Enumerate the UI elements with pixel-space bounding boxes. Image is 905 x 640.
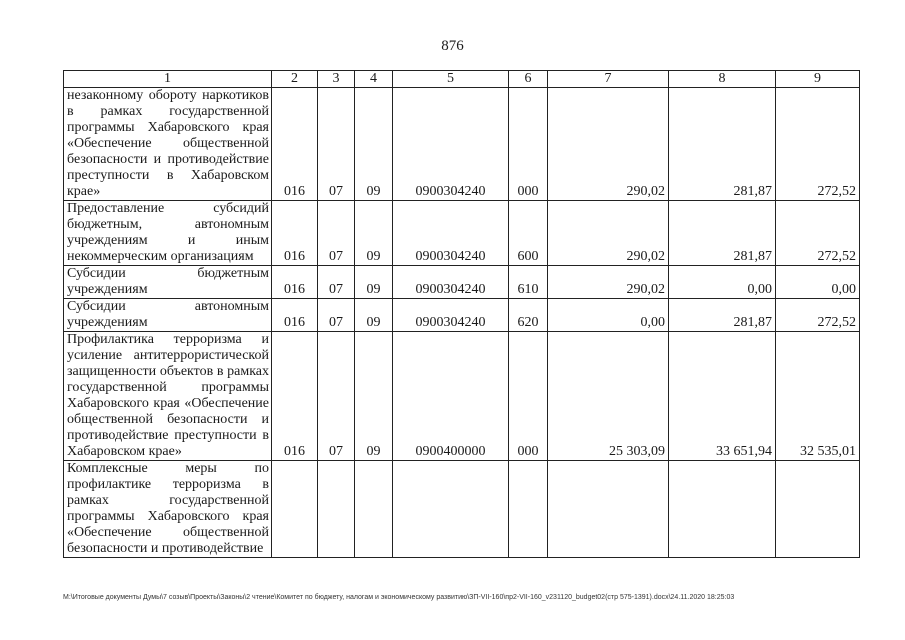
amount-cell-col8: 281,87 <box>669 299 776 332</box>
column-header: 2 <box>272 71 318 88</box>
section-code-cell: 07 <box>318 88 355 201</box>
ministry-code-cell <box>272 461 318 558</box>
target-article-cell <box>393 461 509 558</box>
expense-type-cell: 000 <box>509 332 548 461</box>
amount-cell-col8 <box>669 461 776 558</box>
expense-type-cell: 600 <box>509 201 548 266</box>
target-article-cell: 0900304240 <box>393 266 509 299</box>
subsection-code-cell: 09 <box>355 266 393 299</box>
file-path-footer: M:\Итоговые документы Думы\7 созыв\Проекты\Законы\2 чтение\Комитет по бюджету, налогам и экономическому развитию\ЗП-VII-160\пр2-VII-160_v231120_budget02(стр 575-1391).docx\24.11.2020 18:25:03 <box>63 594 735 601</box>
amount-cell-col9: 272,52 <box>776 201 860 266</box>
amount-cell-col7: 290,02 <box>548 88 669 201</box>
budget-table <box>63 70 860 558</box>
amount-cell-col7: 290,02 <box>548 201 669 266</box>
amount-cell-col8: 281,87 <box>669 201 776 266</box>
column-header: 3 <box>318 71 355 88</box>
amount-cell-col9: 32 535,01 <box>776 332 860 461</box>
amount-cell-col9: 272,52 <box>776 88 860 201</box>
table-row <box>64 299 860 332</box>
section-code-cell: 07 <box>318 332 355 461</box>
column-header: 7 <box>548 71 669 88</box>
ministry-code-cell: 016 <box>272 299 318 332</box>
amount-cell-col8: 281,87 <box>669 88 776 201</box>
column-header: 4 <box>355 71 393 88</box>
ministry-code-cell: 016 <box>272 332 318 461</box>
amount-cell-col9: 0,00 <box>776 266 860 299</box>
subsection-code-cell: 09 <box>355 88 393 201</box>
row-name-cell: Комплексные меры по профилактике терроризма в рамках государственной программы Хабаровского края «Обеспечение общественной безопасности и противодействие <box>64 461 272 558</box>
section-code-cell: 07 <box>318 266 355 299</box>
section-code-cell: 07 <box>318 299 355 332</box>
table-row <box>64 266 860 299</box>
target-article-cell: 0900400000 <box>393 332 509 461</box>
target-article-cell: 0900304240 <box>393 88 509 201</box>
expense-type-cell: 000 <box>509 88 548 201</box>
header-row <box>64 71 860 88</box>
table-row <box>64 461 860 558</box>
column-header: 8 <box>669 71 776 88</box>
ministry-code-cell: 016 <box>272 266 318 299</box>
column-header: 9 <box>776 71 860 88</box>
column-header: 5 <box>393 71 509 88</box>
expense-type-cell <box>509 461 548 558</box>
amount-cell-col8: 33 651,94 <box>669 332 776 461</box>
amount-cell-col9: 272,52 <box>776 299 860 332</box>
amount-cell-col7: 0,00 <box>548 299 669 332</box>
page-number: 876 <box>441 38 464 54</box>
amount-cell-col8: 0,00 <box>669 266 776 299</box>
section-code-cell <box>318 461 355 558</box>
subsection-code-cell: 09 <box>355 332 393 461</box>
expense-type-cell: 620 <box>509 299 548 332</box>
table-row <box>64 201 860 266</box>
row-name-cell: Субсидии автономным учреждениям <box>64 299 272 332</box>
amount-cell-col7: 290,02 <box>548 266 669 299</box>
row-name-cell: незаконному обороту наркотиков в рамках государственной программы Хабаровского края «Обеспечение общественной безопасности и противодействие преступности в Хабаровском крае» <box>64 88 272 201</box>
ministry-code-cell: 016 <box>272 201 318 266</box>
row-name-cell: Предоставление субсидий бюджетным, автономным учреждениям и иным некоммерческим организациям <box>64 201 272 266</box>
subsection-code-cell: 09 <box>355 201 393 266</box>
ministry-code-cell: 016 <box>272 88 318 201</box>
column-header: 6 <box>509 71 548 88</box>
target-article-cell: 0900304240 <box>393 299 509 332</box>
subsection-code-cell: 09 <box>355 299 393 332</box>
amount-cell-col7 <box>548 461 669 558</box>
table-row <box>64 332 860 461</box>
column-header: 1 <box>64 71 272 88</box>
row-name-cell: Профилактика терроризма и усиление антитеррористической защищенности объектов в рамках государственной программы Хабаровского края «Обеспечение общественной безопасности и противодействие преступности в Хабаровском крае» <box>64 332 272 461</box>
amount-cell-col9 <box>776 461 860 558</box>
subsection-code-cell <box>355 461 393 558</box>
table-row <box>64 88 860 201</box>
amount-cell-col7: 25 303,09 <box>548 332 669 461</box>
section-code-cell: 07 <box>318 201 355 266</box>
target-article-cell: 0900304240 <box>393 201 509 266</box>
row-name-cell: Субсидии бюджетным учреждениям <box>64 266 272 299</box>
expense-type-cell: 610 <box>509 266 548 299</box>
